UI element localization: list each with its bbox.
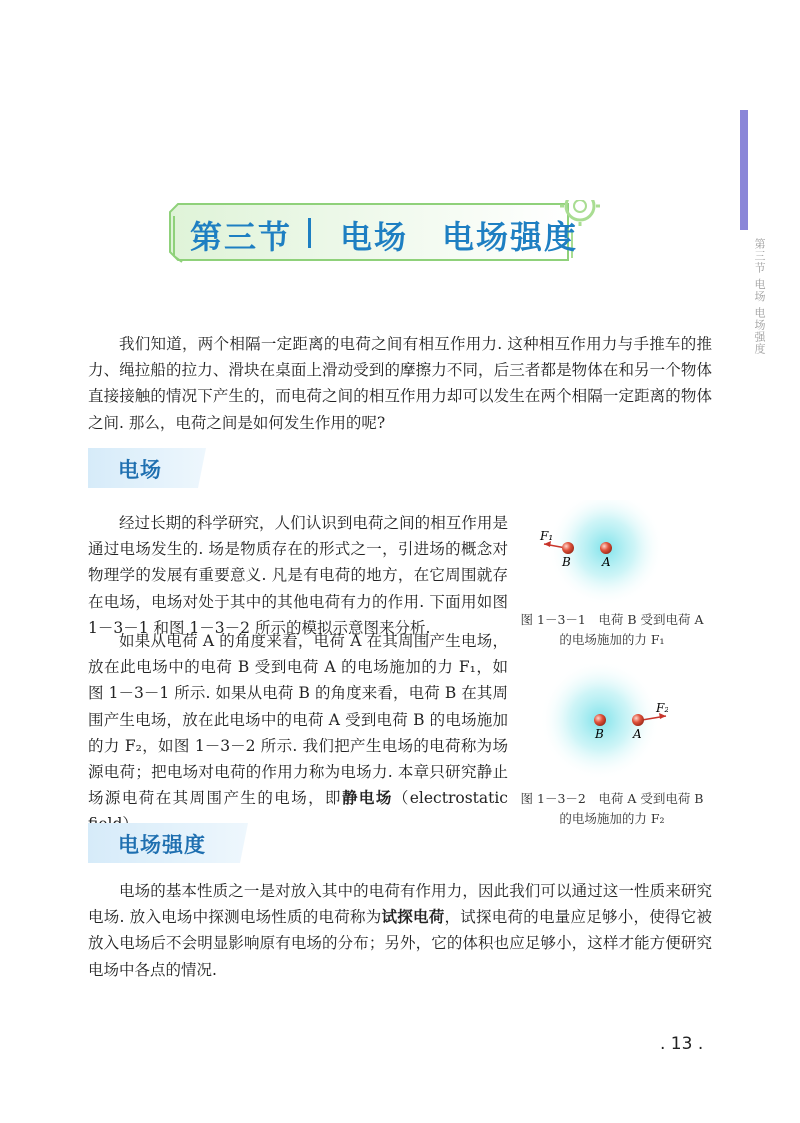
chapter-side-bar: [740, 110, 748, 230]
section-heading-text: 电场强度: [118, 833, 206, 857]
page-number: . 13 .: [660, 1034, 704, 1054]
field-paragraph-1: 经过长期的科学研究，人们认识到电荷之间的相互作用是通过电场发生的. 场是物质存在的形式之一，引进场的概念对物理学的发展有重要意义. 凡是有电荷的地方，在它周围就存在电场，电场对处于其中的其他电荷有力的作用. 下面用如图 1－3－1 和图 1－3－2 所示的模拟示意图来分析.: [88, 514, 508, 637]
section-heading-text: 电场: [118, 458, 162, 482]
strength-paragraph-text: 电场的基本性质之一是对放入其中的电荷有作用力，因此我们可以通过这一性质来研究电场. 放入电场中探测电场性质的电荷称为: [88, 882, 712, 927]
figure-2-caption: 图 1－3－2 电荷 A 受到电荷 B 的电场施加的力 F₂: [520, 791, 704, 826]
figure-1-3-1: [528, 500, 668, 610]
charge-a: [600, 542, 612, 554]
field-paragraph-2-text: 如果从电荷 A 的角度来看，电荷 A 在其周围产生电场，放在此电场中的电荷 B 受到电荷 A 的电场施加的力 F₁，如图 1－3－1 所示. 如果从电荷 B 的角度来看，电荷 B 在其周围产生电场，放在此电场中的电荷 A 受到电荷 B 的电场施加的力 F₂，如图 1－3－2 所示. 我们把产生电场的电荷称为场源电荷；把电场对电荷的作用力称为电场力. 本章只研究静止场源电荷在其周围产生的电场，即: [88, 632, 508, 808]
label-b: B: [595, 727, 604, 741]
strength-paragraph: [88, 878, 712, 983]
field-diagram-1: [528, 500, 668, 610]
charge-b: [594, 714, 606, 726]
force-label: F₂: [656, 701, 668, 715]
force-label: F₁: [540, 529, 554, 543]
figure-1-caption: 图 1－3－1 电荷 B 受到电荷 A 的电场施加的力 F₁: [520, 612, 704, 647]
title-divider: [308, 218, 311, 248]
term-electrostatic-field: 静电场: [342, 789, 393, 808]
figure-1-3-2: [528, 664, 668, 784]
section-number: 第三节: [190, 218, 293, 256]
side-tab-text: 第三节 电场 电场强度: [753, 238, 766, 355]
page-title: 电场 电场强度: [340, 218, 579, 256]
section-heading-strength: [88, 823, 268, 863]
field-diagram-2: [528, 664, 668, 784]
term-test-charge: 试探电荷: [381, 908, 445, 927]
section-heading-field: [88, 448, 228, 488]
charge-a: [632, 714, 644, 726]
strength-paragraph-tail: ，试探电荷的电量应足够小，使得它被放入电场后不会明显影响原有电场的分布；另外，它的体积也应足够小，这样才能方便研究电场中各点的情况.: [88, 908, 712, 979]
label-b: B: [562, 555, 571, 569]
section-title-banner: [168, 200, 604, 264]
label-a: A: [633, 727, 642, 741]
field-paragraph-2: [88, 628, 508, 838]
charge-b: [562, 542, 574, 554]
label-a: A: [602, 555, 611, 569]
intro-paragraph: 我们知道，两个相隔一定距离的电荷之间有相互作用力. 这种相互作用力与手推车的推力、绳拉船的拉力、滑块在桌面上滑动受到的摩擦力不同，后三者都是物体在和另一个物体直接接触的情况下产生的，而电荷之间的相互作用力却可以发生在两个相隔一定距离的物体之间. 那么，电荷之间是如何发生作用的呢?: [88, 335, 712, 432]
field-paragraph-2-tail: （electrostatic: [392, 789, 508, 808]
